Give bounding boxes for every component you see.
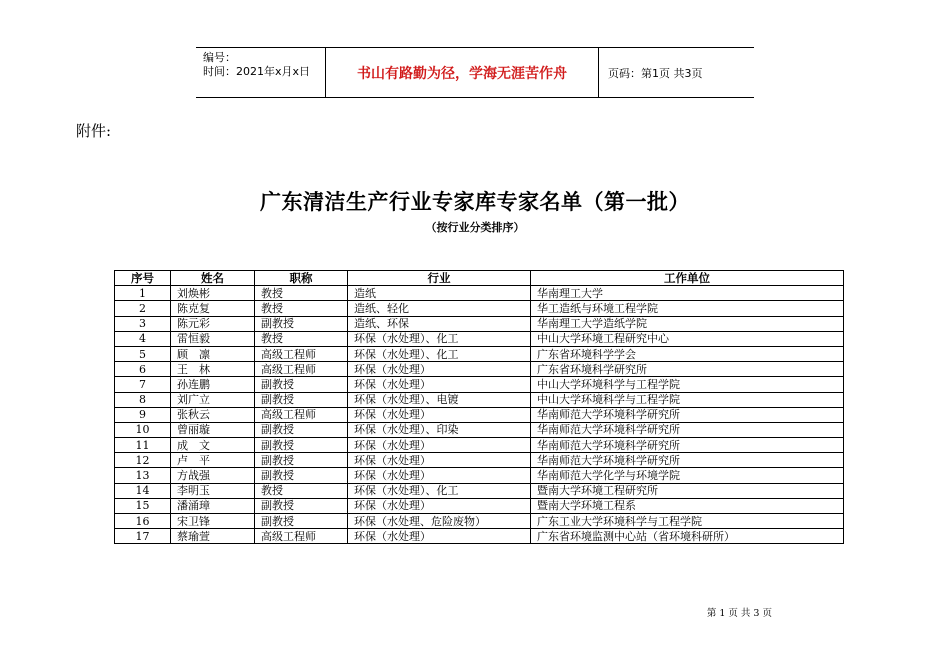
- cell-name: 刘焕彬: [171, 286, 255, 301]
- cell-employer: 广东省环境监测中心站（省环境科研所）: [531, 529, 844, 544]
- page-footer: 第 1 页 共 3 页: [706, 608, 772, 619]
- cell-title: 副教授: [255, 498, 348, 513]
- cell-name: 宋卫锋: [171, 514, 255, 529]
- page-title: 广东清洁生产行业专家库专家名单（第一批）: [260, 190, 690, 214]
- cell-name: 王 林: [171, 362, 255, 377]
- table-row: [115, 331, 844, 346]
- table-row: [115, 346, 844, 361]
- cell-title: 副教授: [255, 438, 348, 453]
- table-row: [115, 438, 844, 453]
- cell-employer: 中山大学环境科学与工程学院: [531, 392, 844, 407]
- table-row: [115, 407, 844, 422]
- cell-name: 孙连鹏: [171, 377, 255, 392]
- table-row: [115, 422, 844, 437]
- cell-index: 17: [115, 529, 171, 544]
- cell-industry: 环保（水处理）、化工: [348, 346, 531, 361]
- cell-title: 高级工程师: [255, 362, 348, 377]
- cell-industry: 造纸、环保: [348, 316, 531, 331]
- page-subtitle: （按行业分类排序）: [425, 221, 525, 234]
- document-number: 编号：: [203, 51, 236, 64]
- cell-employer: 华南理工大学造纸学院: [531, 316, 844, 331]
- cell-employer: 暨南大学环境工程研究所: [531, 483, 844, 498]
- table-row: [115, 468, 844, 483]
- cell-title: 高级工程师: [255, 346, 348, 361]
- cell-employer: 中山大学环境科学与工程学院: [531, 377, 844, 392]
- document-header: [196, 47, 754, 98]
- table-row: [115, 529, 844, 544]
- cell-title: 副教授: [255, 316, 348, 331]
- cell-index: 5: [115, 346, 171, 361]
- cell-employer: 华工造纸与环境工程学院: [531, 301, 844, 316]
- cell-employer: 广东省环境科学学会: [531, 346, 844, 361]
- cell-employer: 华南师范大学环境科学研究所: [531, 438, 844, 453]
- cell-industry: 环保（水处理、危险废物）: [348, 514, 531, 529]
- cell-employer: 暨南大学环境工程系: [531, 498, 844, 513]
- cell-industry: 环保（水处理）、化工: [348, 331, 531, 346]
- cell-index: 16: [115, 514, 171, 529]
- cell-industry: 环保（水处理）: [348, 407, 531, 422]
- cell-industry: 环保（水处理）、电镀: [348, 392, 531, 407]
- cell-index: 12: [115, 453, 171, 468]
- cell-index: 11: [115, 438, 171, 453]
- cell-index: 7: [115, 377, 171, 392]
- cell-name: 潘涌璋: [171, 498, 255, 513]
- cell-name: 顾 凛: [171, 346, 255, 361]
- cell-name: 陈克复: [171, 301, 255, 316]
- cell-title: 教授: [255, 331, 348, 346]
- header-page-code: 页码：第1页 共3页: [608, 66, 703, 80]
- cell-index: 10: [115, 422, 171, 437]
- cell-index: 14: [115, 483, 171, 498]
- cell-industry: 环保（水处理）、化工: [348, 483, 531, 498]
- col-header-title: 职称: [255, 271, 348, 286]
- cell-employer: 广东工业大学环境科学与工程学院: [531, 514, 844, 529]
- cell-name: 陈元彩: [171, 316, 255, 331]
- cell-name: 张秋云: [171, 407, 255, 422]
- cell-name: 方战强: [171, 468, 255, 483]
- cell-name: 曾丽璇: [171, 422, 255, 437]
- cell-index: 4: [115, 331, 171, 346]
- cell-title: 高级工程师: [255, 529, 348, 544]
- cell-name: 刘广立: [171, 392, 255, 407]
- header-motto: 书山有路勤为径，学海无涯苦作舟: [326, 48, 599, 97]
- table-row: [115, 301, 844, 316]
- cell-index: 3: [115, 316, 171, 331]
- cell-industry: 环保（水处理）: [348, 498, 531, 513]
- cell-index: 2: [115, 301, 171, 316]
- cell-index: 13: [115, 468, 171, 483]
- document-date: 时间：2021年x月x日: [203, 65, 311, 78]
- cell-name: 成 文: [171, 438, 255, 453]
- cell-title: 教授: [255, 483, 348, 498]
- col-header-employer: 工作单位: [531, 271, 844, 286]
- cell-index: 15: [115, 498, 171, 513]
- cell-employer: 广东省环境科学研究所: [531, 362, 844, 377]
- cell-industry: 环保（水处理）: [348, 529, 531, 544]
- table-row: [115, 453, 844, 468]
- cell-industry: 环保（水处理）: [348, 438, 531, 453]
- expert-table: [114, 270, 844, 544]
- table-row: [115, 483, 844, 498]
- header-meta: [196, 48, 326, 97]
- cell-title: 副教授: [255, 422, 348, 437]
- table-row: [115, 362, 844, 377]
- cell-title: 教授: [255, 286, 348, 301]
- cell-name: 蔡瑜萱: [171, 529, 255, 544]
- cell-industry: 环保（水处理）: [348, 468, 531, 483]
- cell-name: 李明玉: [171, 483, 255, 498]
- cell-industry: 环保（水处理）: [348, 377, 531, 392]
- cell-title: 副教授: [255, 377, 348, 392]
- cell-index: 9: [115, 407, 171, 422]
- table-row: [115, 392, 844, 407]
- cell-employer: 华南理工大学: [531, 286, 844, 301]
- col-header-industry: 行业: [348, 271, 531, 286]
- col-header-name: 姓名: [171, 271, 255, 286]
- table-header-row: [115, 271, 844, 286]
- cell-employer: 中山大学环境工程研究中心: [531, 331, 844, 346]
- table-row: [115, 316, 844, 331]
- cell-title: 副教授: [255, 514, 348, 529]
- cell-title: 副教授: [255, 392, 348, 407]
- cell-title: 教授: [255, 301, 348, 316]
- col-header-index: 序号: [115, 271, 171, 286]
- cell-employer: 华南师范大学环境科学研究所: [531, 407, 844, 422]
- cell-name: 雷恒毅: [171, 331, 255, 346]
- table-row: [115, 286, 844, 301]
- cell-title: 高级工程师: [255, 407, 348, 422]
- cell-industry: 造纸、轻化: [348, 301, 531, 316]
- cell-industry: 造纸: [348, 286, 531, 301]
- cell-industry: 环保（水处理）: [348, 453, 531, 468]
- table-row: [115, 498, 844, 513]
- cell-title: 副教授: [255, 453, 348, 468]
- cell-index: 8: [115, 392, 171, 407]
- cell-index: 6: [115, 362, 171, 377]
- table-row: [115, 377, 844, 392]
- cell-employer: 华南师范大学环境科学研究所: [531, 453, 844, 468]
- table-row: [115, 514, 844, 529]
- cell-industry: 环保（水处理）、印染: [348, 422, 531, 437]
- cell-index: 1: [115, 286, 171, 301]
- cell-industry: 环保（水处理）: [348, 362, 531, 377]
- cell-employer: 华南师范大学环境科学研究所: [531, 422, 844, 437]
- cell-employer: 华南师范大学化学与环境学院: [531, 468, 844, 483]
- cell-name: 卢 平: [171, 453, 255, 468]
- attachment-label: 附件:: [76, 122, 112, 140]
- cell-title: 副教授: [255, 468, 348, 483]
